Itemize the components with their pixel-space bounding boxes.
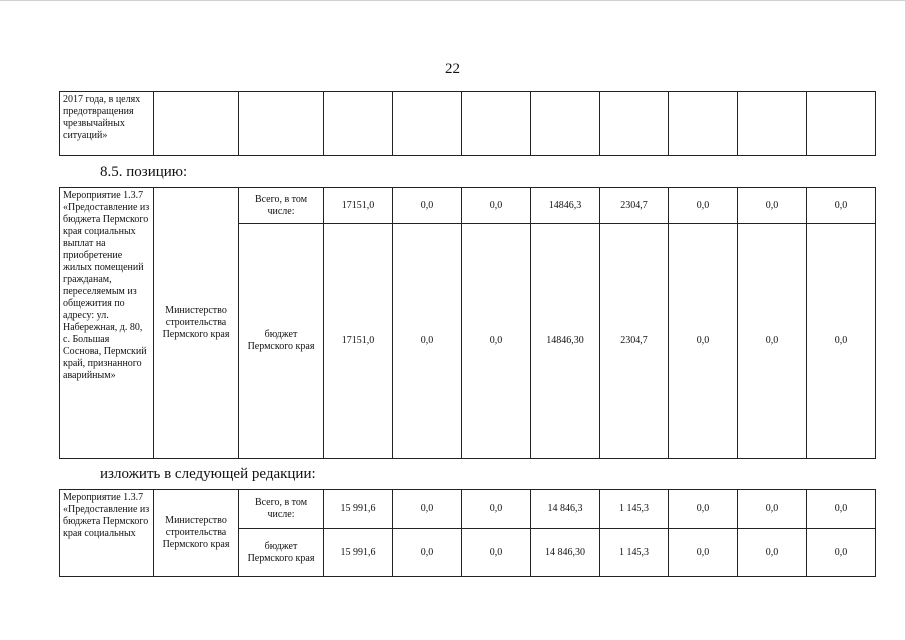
- old-position-table: [59, 187, 876, 459]
- value-cell: 0,0: [393, 529, 462, 577]
- value-cell: 0,0: [738, 188, 807, 224]
- value-cell: 17151,0: [324, 224, 393, 459]
- table-cell: [462, 92, 531, 156]
- value-cell: 2304,7: [600, 224, 669, 459]
- heading-new-edition: изложить в следующей редакции:: [100, 466, 316, 482]
- value-cell: 0,0: [393, 224, 462, 459]
- fragment-description: 2017 года, в целях предотвращения чрезвычайных ситуаций»: [60, 92, 154, 156]
- value-cell: 0,0: [807, 529, 876, 577]
- value-cell: 0,0: [738, 529, 807, 577]
- table-cell: [324, 92, 393, 156]
- value-cell: 0,0: [462, 224, 531, 459]
- value-cell: 1 145,3: [600, 529, 669, 577]
- scan-top-edge: [0, 0, 905, 1]
- table-cell: [807, 92, 876, 156]
- fragment-table: [59, 91, 876, 156]
- funding-source: бюджет Пермского края: [239, 529, 324, 577]
- table-row: [60, 188, 876, 224]
- value-cell: 0,0: [669, 188, 738, 224]
- value-cell: 1 145,3: [600, 490, 669, 529]
- value-cell: 14 846,3: [531, 490, 600, 529]
- funding-source: Всего, в том числе:: [239, 490, 324, 529]
- table-cell: [738, 92, 807, 156]
- funding-source: Всего, в том числе:: [239, 188, 324, 224]
- measure-description: Мероприятие 1.3.7 «Предоставление из бюджета Пермского края социальных: [60, 490, 154, 577]
- value-cell: 0,0: [393, 188, 462, 224]
- new-position-table: [59, 489, 876, 577]
- value-cell: 15 991,6: [324, 490, 393, 529]
- measure-description: Мероприятие 1.3.7 «Предоставление из бюджета Пермского края социальных выплат на приобретение жилых помещений гражданам, переселяемым из общежития по адресу: ул. Набережная, д. 80, с. Большая Соснова, Пермский край, признанного аварийным»: [60, 188, 154, 459]
- value-cell: 0,0: [462, 188, 531, 224]
- value-cell: 17151,0: [324, 188, 393, 224]
- table-cell: [393, 92, 462, 156]
- value-cell: 14846,3: [531, 188, 600, 224]
- value-cell: 0,0: [669, 224, 738, 459]
- value-cell: 14846,30: [531, 224, 600, 459]
- value-cell: 0,0: [807, 490, 876, 529]
- value-cell: 0,0: [393, 490, 462, 529]
- table-cell: [669, 92, 738, 156]
- value-cell: 0,0: [669, 529, 738, 577]
- value-cell: 0,0: [807, 188, 876, 224]
- table-row: [60, 490, 876, 529]
- table-cell: [600, 92, 669, 156]
- table-cell: [531, 92, 600, 156]
- value-cell: 0,0: [738, 224, 807, 459]
- funding-source: бюджет Пермского края: [239, 224, 324, 459]
- value-cell: 0,0: [462, 490, 531, 529]
- executor-cell: Министерство строительства Пермского края: [154, 490, 239, 577]
- value-cell: 2304,7: [600, 188, 669, 224]
- executor-cell: Министерство строительства Пермского края: [154, 188, 239, 459]
- value-cell: 14 846,30: [531, 529, 600, 577]
- table-cell: [239, 92, 324, 156]
- heading-position: 8.5. позицию:: [100, 164, 188, 180]
- value-cell: 0,0: [738, 490, 807, 529]
- value-cell: 0,0: [462, 529, 531, 577]
- value-cell: 15 991,6: [324, 529, 393, 577]
- value-cell: 0,0: [669, 490, 738, 529]
- table-cell: [154, 92, 239, 156]
- page-number: 22: [445, 61, 460, 77]
- value-cell: 0,0: [807, 224, 876, 459]
